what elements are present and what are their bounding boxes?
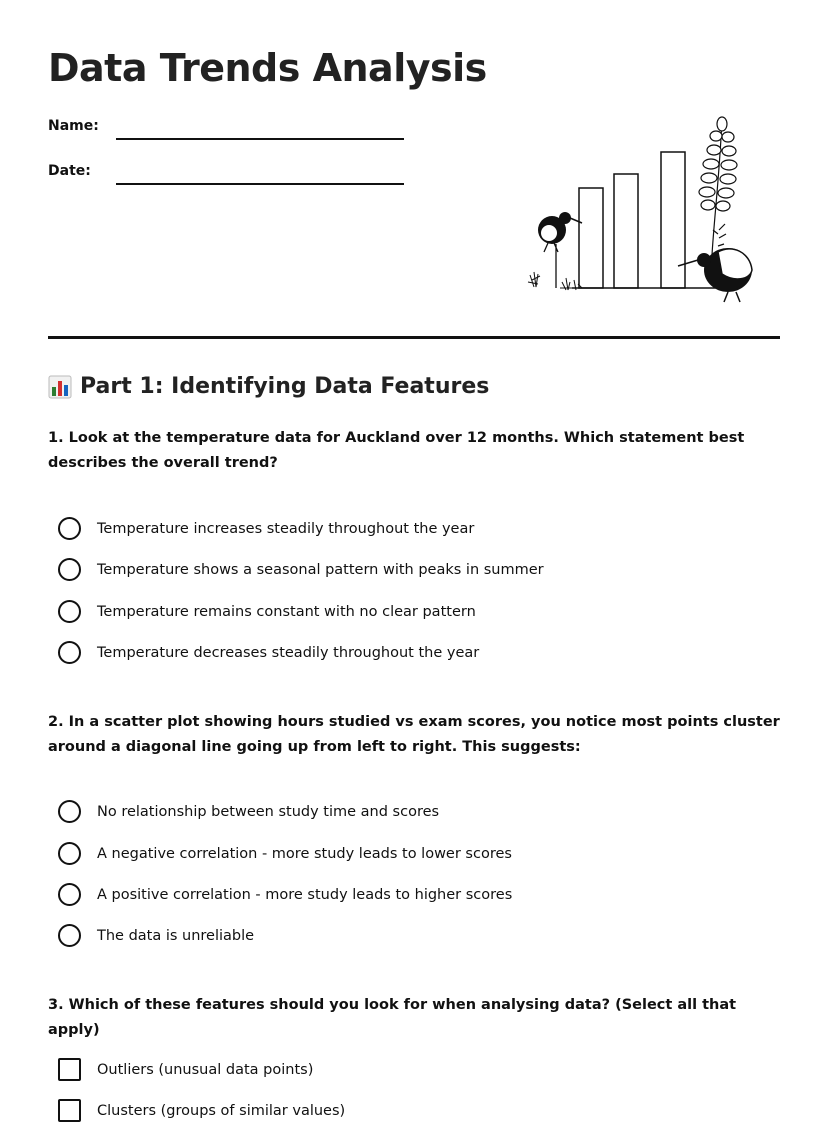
radio-button[interactable] xyxy=(58,842,81,865)
option-label: Temperature decreases steadily throughout the year xyxy=(97,644,480,661)
question-2: 2. In a scatter plot showing hours studied vs exam scores, you notice most points cluster around a diagonal line going up from left to right. This suggests: xyxy=(48,714,780,755)
radio-button[interactable] xyxy=(58,883,81,906)
q2-option-1[interactable] xyxy=(58,800,439,823)
option-label: Temperature remains constant with no clear pattern xyxy=(97,603,476,620)
kiwi-icon xyxy=(678,248,752,302)
q1-option-2[interactable] xyxy=(58,558,544,581)
part1-heading xyxy=(48,374,489,399)
radio-button[interactable] xyxy=(58,517,81,540)
option-label: The data is unreliable xyxy=(97,927,255,944)
radio-button[interactable] xyxy=(58,800,81,823)
bar-chart-icon xyxy=(48,375,72,399)
question-1: 1. Look at the temperature data for Auckland over 12 months. Which statement best describes the overall trend? xyxy=(48,430,745,471)
part1-heading-text: Part 1: Identifying Data Features xyxy=(80,374,490,399)
q1-option-1[interactable] xyxy=(58,517,474,540)
option-label: Clusters (groups of similar values) xyxy=(97,1102,346,1119)
name-label: Name: xyxy=(48,118,99,134)
option-label: Outliers (unusual data points) xyxy=(97,1061,314,1078)
checkbox[interactable] xyxy=(58,1099,81,1122)
kiwi-bar-chart-illustration xyxy=(522,110,762,310)
option-label: No relationship between study time and scores xyxy=(97,803,440,820)
illustration-bar xyxy=(614,174,638,288)
option-label: Temperature shows a seasonal pattern with peaks in summer xyxy=(97,561,544,578)
name-field[interactable] xyxy=(116,138,404,140)
question-3: 3. Which of these features should you look for when analysing data? (Select all that apply) xyxy=(48,997,737,1038)
fern-icon xyxy=(699,117,737,255)
q2-option-4[interactable] xyxy=(58,924,254,947)
radio-button[interactable] xyxy=(58,924,81,947)
checkbox[interactable] xyxy=(58,1058,81,1081)
q2-option-3[interactable] xyxy=(58,883,512,906)
q2-option-2[interactable] xyxy=(58,842,512,865)
option-label: Temperature increases steadily throughout the year xyxy=(97,520,475,537)
q1-option-3[interactable] xyxy=(58,600,476,623)
q3-option-2[interactable] xyxy=(58,1099,345,1122)
radio-button[interactable] xyxy=(58,558,81,581)
date-label: Date: xyxy=(48,163,91,179)
radio-button[interactable] xyxy=(58,641,81,664)
q3-option-1[interactable] xyxy=(58,1058,313,1081)
kiwi-icon xyxy=(538,212,582,288)
radio-button[interactable] xyxy=(58,600,81,623)
q1-option-4[interactable] xyxy=(58,641,479,664)
option-label: A positive correlation - more study leads to higher scores xyxy=(97,886,513,903)
illustration-bar xyxy=(579,188,603,288)
page-title: Data Trends Analysis xyxy=(48,46,487,90)
option-label: A negative correlation - more study leads to lower scores xyxy=(97,845,512,862)
date-field[interactable] xyxy=(116,183,404,185)
illustration-bar xyxy=(661,152,685,288)
header-divider xyxy=(48,336,780,339)
